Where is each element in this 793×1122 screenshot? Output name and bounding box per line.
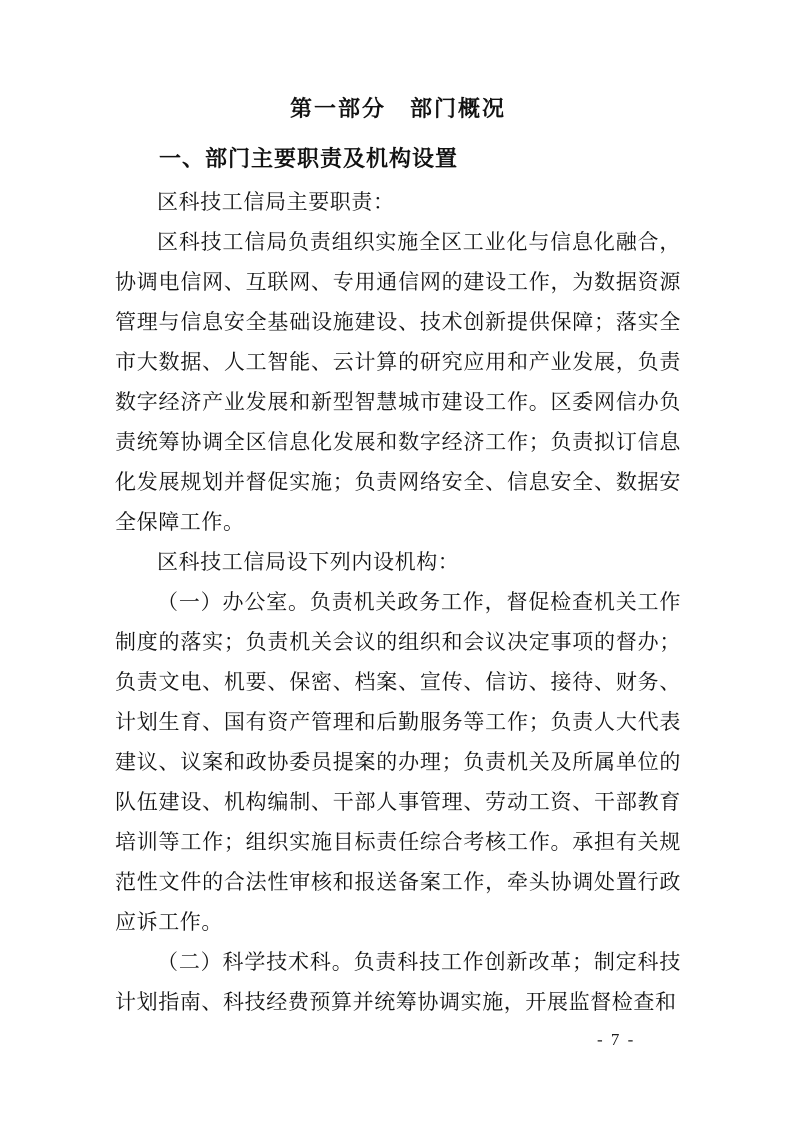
body-paragraph: （一）办公室。负责机关政务工作，督促检查机关工作制度的落实；负责机关会议的组织和会议决定事项的督办；负责文电、机要、保密、档案、宣传、信访、接待、财务、计划生育、国有资产管理和后勤服务等工作；负责人大代表建议、议案和政协委员提案的办理；负责机关及所属单位的队伍建设、机构编制、干部人事管理、劳动工资、干部教育培训等工作；组织实施目标责任综合考核工作。承担有关规范性文件的合法性审核和报送备案工作，牵头协调处置行政应诉工作。: [115, 590, 681, 934]
page-title: 第一部分 部门概况: [289, 96, 506, 121]
section-heading: 一、部门主要职责及机构设置: [159, 146, 459, 171]
body-paragraph: 区科技工信局设下列内设机构：: [157, 550, 460, 574]
body-paragraph: （二）科学技术科。负责科技工作创新改革；制定科技计划指南、科技经费预算并统筹协调实施，开展监督检查和: [115, 950, 681, 1014]
page-number: - 7 -: [597, 1030, 636, 1049]
body-paragraph: 区科技工信局主要职责：: [157, 190, 395, 214]
text-block: [115, 0, 681, 1022]
body-paragraph: 区科技工信局负责组织实施全区工业化与信息化融合，协调电信网、互联网、专用通信网的建设工作，为数据资源管理与信息安全基础设施建设、技术创新提供保障；落实全市大数据、人工智能、云计算的研究应用和产业发展，负责数字经济产业发展和新型智慧城市建设工作。区委网信办负责统筹协调全区信息化发展和数字经济工作；负责拟订信息化发展规划并督促实施；负责网络安全、信息安全、数据安全保障工作。: [115, 230, 681, 534]
document-body: [115, 182, 681, 1022]
